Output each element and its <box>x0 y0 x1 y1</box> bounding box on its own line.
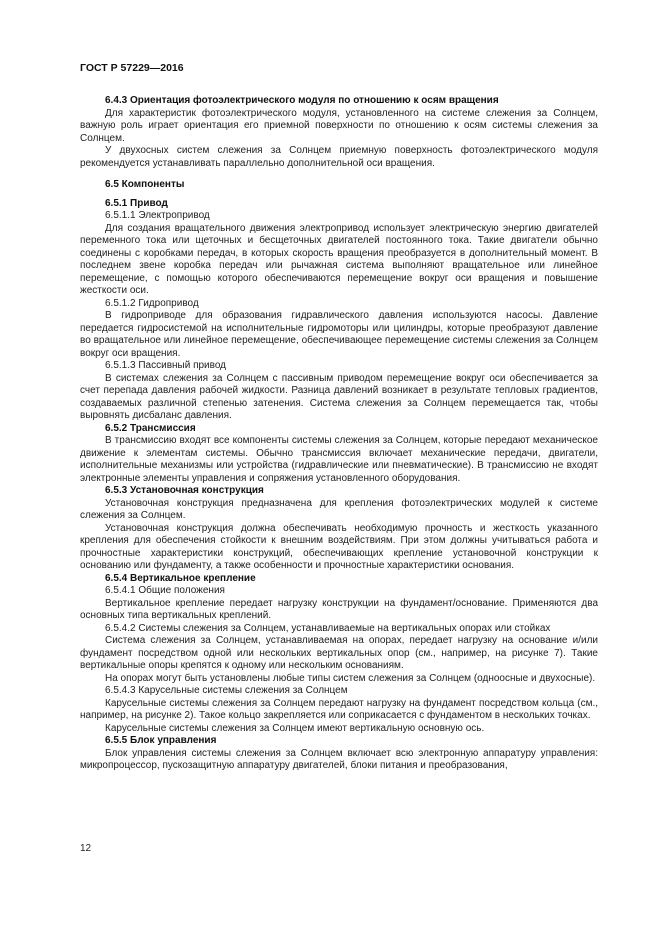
paragraph: Система слежения за Солнцем, устанавливаемая на опорах, передает нагрузку на основание и/или фундамент посредством одной или нескольких вертикальных опор (см., например, на рисунке 7). Такие вертикальные опоры крепятся к одному или нескольким основаниям. <box>80 635 598 671</box>
section-6-5-5-heading: 6.5.5 Блок управления <box>105 735 217 746</box>
paragraph: Блок управления системы слежения за Солнцем включает всю электронную аппаратуру управления: микропроцессор, пускозащитную аппаратуру двигателей, блоки питания и преобразования, <box>80 747 598 771</box>
section-6-5-1-heading: 6.5.1 Привод <box>105 197 168 209</box>
paragraph: Карусельные системы слежения за Солнцем имеют вертикальную основную ось. <box>105 722 485 734</box>
paragraph: Установочная конструкция предназначена для крепления фотоэлектрических модулей к системе слежения за Солнцем. <box>80 497 598 521</box>
page-number: 12 <box>80 843 92 854</box>
document-body <box>80 95 598 773</box>
section-6-5-1-2-heading: 6.5.1.2 Гидропривод <box>105 297 199 309</box>
section-6-5-1-1-heading: 6.5.1.1 Электропривод <box>105 210 210 221</box>
paragraph: Установочная конструкция должна обеспечивать необходимую прочность и жесткость указанного крепления для обеспечения стойкости к внешним воздействиям. При этом должны учитываться работа и прочностные характеристики конструкций, обеспечивающих крепление установочной конструкции к основанию или фундаменту, а также особенности и прочностные характеристики основания. <box>80 522 598 571</box>
section-6-5-3-heading: 6.5.3 Установочная конструкция <box>105 485 264 496</box>
section-6-5-4-1-heading: 6.5.4.1 Общие положения <box>105 585 225 596</box>
paragraph: На опорах могут быть установлены любые типы систем слежения за Солнцем (одноосные и двухосные). <box>105 672 596 684</box>
paragraph: В системах слежения за Солнцем с пассивным приводом перемещение вокруг оси обеспечивается за счет перепада давления рабочей жидкости. Разница давлений возникает в результате тепловых градиентов, создаваемых различной степенью затенения. Система слежения за Солнцем перемещается так, чтобы выровнять дисбаланс давления. <box>80 372 598 421</box>
section-6-4-3-heading: 6.4.3 Ориентация фотоэлектрического модуля по отношению к осям вращения <box>105 95 499 106</box>
section-6-5-2-heading: 6.5.2 Трансмиссия <box>105 422 196 434</box>
document-header-title: ГОСТ Р 57229—2016 <box>80 62 184 74</box>
paragraph: Вертикальное крепление передает нагрузку конструкции на фундамент/основание. Применяются два основных типа вертикальных креплений. <box>80 597 598 621</box>
section-6-5-heading: 6.5 Компоненты <box>105 179 185 190</box>
paragraph: У двухосных систем слежения за Солнцем приемную поверхность фотоэлектрического модуля рекомендуется устанавливать параллельно дополнительной оси вращения. <box>80 145 598 169</box>
section-6-5-4-2-heading: 6.5.4.2 Системы слежения за Солнцем, устанавливаемые на вертикальных опорах или стойках <box>105 622 551 634</box>
paragraph: Для создания вращательного движения электропривод использует электрическую энергию двигателей переменного тока или щеточных и бесщеточных двигателей постоянного тока. Такие двигатели обычно соединены с коробками передач, в которых скорость вращения преобразуется в дополнительный момент. В последнем звене коробка передач или рычажная система выполняют вращательное или линейное перемещение, с помощью которого обеспечиваются перемещение вокруг оси вращения и повышение жесткости оси. <box>80 222 598 296</box>
section-6-5-4-3-heading: 6.5.4.3 Карусельные системы слежения за Солнцем <box>105 685 348 696</box>
section-6-5-1-3-heading: 6.5.1.3 Пассивный привод <box>105 360 227 371</box>
paragraph: Карусельные системы слежения за Солнцем передают нагрузку на фундамент посредством кольца (см., например, на рисунке 2). Такое кольцо закрепляется или соприкасается с фундаментом в нескольких точках. <box>80 697 598 721</box>
section-6-5-4-heading: 6.5.4 Вертикальное крепление <box>105 572 256 584</box>
paragraph: В трансмиссию входят все компоненты системы слежения за Солнцем, которые передают механическое движение к элементам системы. Обычно трансмиссия включает механические передачи, двигатели, исполнительные механизмы или устройства (гидравлические или пневматические). В трансмиссию не входят электронные элементы управления и сопряжения установленного оборудования. <box>80 435 598 484</box>
paragraph: В гидроприводе для образования гидравлического давления используются насосы. Давление передается гидросистемой на исполнительные гидромоторы или цилиндры, которые преобразуют давление во вращательное или линейное перемещение, обеспечивающее перемещение системы слежения за Солнцем вокруг оси вращения. <box>80 310 598 359</box>
paragraph: Для характеристик фотоэлектрического модуля, установленного на системе слежения за Солнцем, важную роль играет ориентация его приемной поверхности по отношению к осям системы слежения за Солнцем. <box>80 107 598 144</box>
